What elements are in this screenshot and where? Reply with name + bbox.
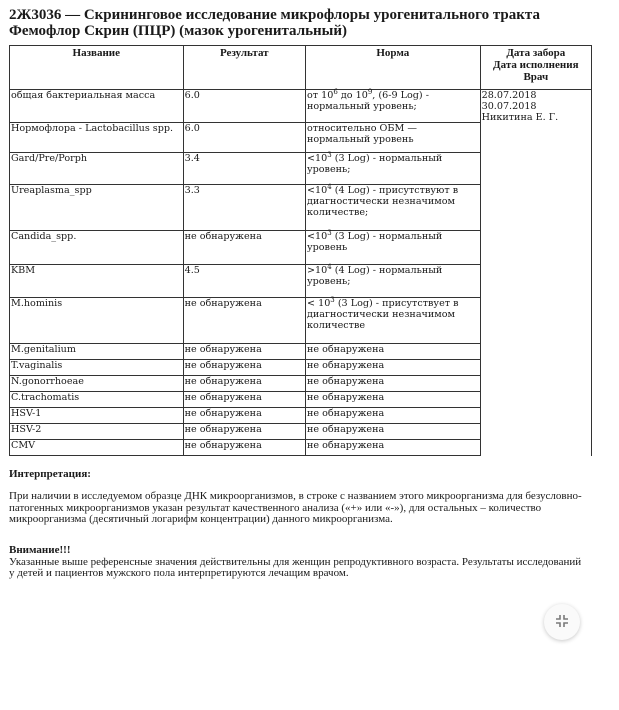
- title-line-1: 2Ж3036 — Скрининговое исследование микрофлоры урогенитального тракта: [9, 7, 540, 23]
- norm-text: >10: [307, 265, 328, 276]
- cell-name: M.hominis: [10, 298, 184, 344]
- info-cell: [480, 90, 591, 456]
- cell-result: не обнаружена: [183, 408, 305, 424]
- norm-text: (3 Log) - нормальный уровень;: [307, 153, 443, 175]
- header-info-doctor: Врач: [523, 71, 549, 83]
- header-info: [480, 46, 591, 90]
- cell-norm: не обнаружена: [306, 440, 481, 456]
- warning-text: Указанные выше референсные значения действительны для женщин репродуктивного возраста. Результаты исследований у детей и пациентов мужского пола интерпретируются лечащим врачом.: [9, 555, 582, 579]
- cell-norm: [306, 182, 481, 231]
- norm-text: <10: [307, 231, 328, 242]
- norm-text: , (6-9 Log) - нормальный уровень;: [307, 90, 429, 112]
- document-title: [9, 7, 609, 39]
- cell-name: C.trachomatis: [10, 392, 184, 408]
- execution-date: 30.07.2018: [481, 101, 537, 112]
- cell-norm: [306, 150, 481, 185]
- results-table: [9, 45, 592, 456]
- interpretation-title: Интерпретация:: [9, 468, 91, 480]
- cell-name: M.genitalium: [10, 344, 184, 360]
- cell-name: Gard/Pre/Porph: [10, 153, 184, 185]
- table-header-row: [10, 46, 592, 90]
- header-result: Результат: [183, 46, 305, 90]
- norm-exponent: 9: [367, 87, 373, 96]
- cell-name: N.gonorrhoeae: [10, 376, 184, 392]
- norm-exponent: 3: [327, 150, 332, 159]
- cell-result: не обнаружена: [183, 392, 305, 408]
- cell-norm: не обнаружена: [306, 376, 481, 392]
- collection-date: 28.07.2018: [481, 90, 537, 101]
- table-row: [10, 90, 592, 123]
- cell-name: CMV: [10, 440, 184, 456]
- cell-result: не обнаружена: [183, 231, 305, 265]
- norm-text: до 10: [337, 90, 368, 101]
- cell-result: не обнаружена: [183, 360, 305, 376]
- cell-name: Ureaplasma_spp: [10, 185, 184, 231]
- norm-text: (3 Log) - присутствует в диагностически незначимом количестве: [307, 298, 459, 331]
- norm-text: < 10: [307, 298, 331, 309]
- cell-name: HSV-2: [10, 424, 184, 440]
- header-info-execution: Дата исполнения: [493, 59, 579, 71]
- title-line-2: Фемофлор Скрин (ПЦР) (мазок урогенитальный): [9, 23, 348, 39]
- exit-fullscreen-button[interactable]: [544, 604, 580, 640]
- norm-exponent: 3: [330, 295, 335, 304]
- cell-result: 3.4: [183, 153, 305, 185]
- cell-norm: не обнаружена: [306, 360, 481, 376]
- cell-result: не обнаружена: [183, 376, 305, 392]
- header-info-collection: Дата забора: [506, 47, 566, 59]
- cell-name: Нормофлора - Lactobacillus spp.: [10, 123, 184, 153]
- norm-text: (4 Log) - нормальный уровень;: [307, 265, 443, 287]
- doctor-name: Никитина Е. Г.: [481, 112, 559, 123]
- cell-norm: не обнаружена: [306, 392, 481, 408]
- exit-fullscreen-icon: [555, 613, 569, 632]
- cell-result: не обнаружена: [183, 298, 305, 344]
- cell-result: не обнаружена: [183, 440, 305, 456]
- cell-norm: [306, 228, 481, 265]
- header-norm: Норма: [306, 46, 481, 90]
- cell-name: T.vaginalis: [10, 360, 184, 376]
- norm-exponent: 3: [327, 228, 332, 237]
- cell-norm: не обнаружена: [306, 344, 481, 360]
- cell-norm: [306, 295, 481, 344]
- cell-name: Candida_spp.: [10, 231, 184, 265]
- cell-result: 3.3: [183, 185, 305, 231]
- cell-result: 6.0: [183, 123, 305, 153]
- cell-name: KBM: [10, 265, 184, 298]
- cell-result: не обнаружена: [183, 424, 305, 440]
- cell-name: общая бактериальная масса: [10, 90, 184, 123]
- cell-norm: [306, 262, 481, 298]
- cell-norm: не обнаружена: [306, 408, 481, 424]
- warning-title: Внимание!!!: [9, 544, 71, 556]
- cell-result: не обнаружена: [183, 344, 305, 360]
- norm-exponent: 6: [333, 87, 338, 96]
- header-name: Название: [10, 46, 184, 90]
- cell-name: HSV-1: [10, 408, 184, 424]
- cell-norm: не обнаружена: [306, 424, 481, 440]
- norm-exponent: 4: [327, 182, 332, 191]
- cell-norm: относительно ОБМ — нормальный уровень: [306, 123, 481, 153]
- norm-text: <10: [307, 185, 328, 196]
- cell-result: 4.5: [183, 265, 305, 298]
- norm-text: (3 Log) - нормальный уровень: [307, 231, 443, 253]
- interpretation-text: При наличии в исследуемом образце ДНК микроорганизмов, в строке с названием этого микроорганизма для безусловно-патогенных микроорганизмов указан результат качественного анализа («+» или «-»), для остальных – количество микроорганизма (десятичный логарифм концентрации) данного микроорганизма.: [9, 490, 582, 525]
- warning-block: [9, 545, 589, 580]
- norm-text: <10: [307, 153, 328, 164]
- cell-norm: [306, 87, 481, 123]
- norm-text: от 10: [307, 90, 334, 101]
- norm-text: (4 Log) - присутствуют в диагностически незначимом количестве;: [307, 185, 459, 218]
- norm-exponent: 4: [327, 262, 332, 271]
- cell-result: 6.0: [183, 90, 305, 123]
